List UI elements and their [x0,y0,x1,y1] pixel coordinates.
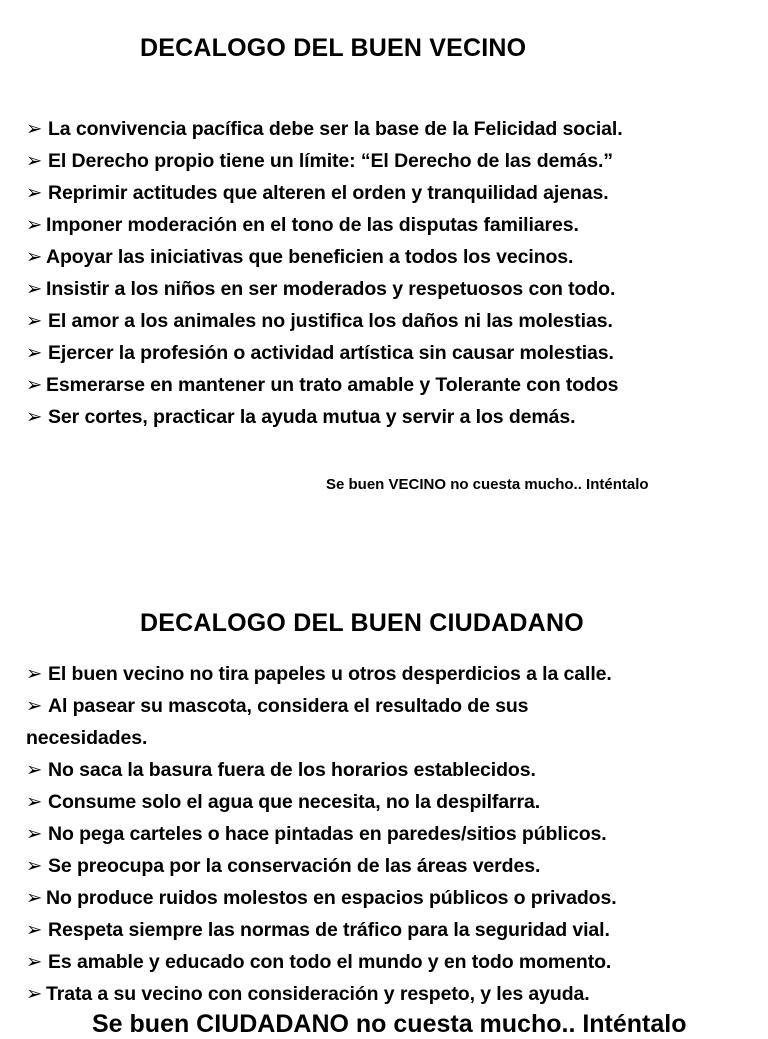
list-item [26,914,766,946]
list-item-text: La convivencia pacífica debe ser la base de la Felicidad social. [48,118,623,140]
arrow-bullet-icon: ➢ [26,310,43,332]
arrow-bullet-icon: ➢ [26,406,43,428]
list-item-text: El buen vecino no tira papeles u otros desperdicios a la calle. [48,663,612,685]
arrow-bullet-icon: ➢ [26,951,43,973]
arrow-bullet-icon: ➢ [26,150,43,172]
list-item-text: Es amable y educado con todo el mundo y en todo momento. [48,951,612,973]
list-item [26,305,766,337]
section2-title: DECALOGO DEL BUEN CIUDADANO [140,609,584,637]
list-item [26,978,766,1010]
list-item [26,850,766,882]
list-item [26,946,766,978]
list-item [26,369,766,401]
arrow-bullet-icon: ➢ [26,919,43,941]
arrow-bullet-icon: ➢ [26,118,43,140]
section1-title: DECALOGO DEL BUEN VECINO [140,34,527,62]
list-item [26,690,766,722]
arrow-bullet-icon: ➢ [26,278,43,300]
list-item-text: No produce ruidos molestos en espacios públicos o privados. [46,887,617,909]
section2-closing-note: Se buen CIUDADANO no cuesta mucho.. Inténtalo [92,1010,687,1038]
list-item-text: El Derecho propio tiene un límite: “El Derecho de las demás.” [48,150,613,172]
list-item-text: Consume solo el agua que necesita, no la despilfarra. [48,791,541,813]
list-item-text: necesidades. [26,727,148,749]
list-item-text: Trata a su vecino con consideración y respeto, y les ayuda. [46,983,590,1005]
list-item [26,658,766,690]
list-item [26,882,766,914]
arrow-bullet-icon: ➢ [26,887,43,909]
arrow-bullet-icon: ➢ [26,759,43,781]
list-item-text: Esmerarse en mantener un trato amable y Tolerante con todos [46,374,619,396]
arrow-bullet-icon: ➢ [26,791,43,813]
list-item [26,754,766,786]
list-item-text: El amor a los animales no justifica los daños ni las molestias. [48,310,613,332]
list-item-continuation [26,722,766,754]
arrow-bullet-icon: ➢ [26,663,43,685]
list-item-text: No saca la basura fuera de los horarios establecidos. [48,759,536,781]
arrow-bullet-icon: ➢ [26,374,43,396]
list-item [26,113,766,145]
list-item-text: Imponer moderación en el tono de las disputas familiares. [46,214,579,236]
list-item [26,786,766,818]
arrow-bullet-icon: ➢ [26,214,43,236]
list-item [26,145,766,177]
list-item-text: No pega carteles o hace pintadas en paredes/sitios públicos. [48,823,607,845]
list-item-text: Ser cortes, practicar la ayuda mutua y servir a los demás. [48,406,576,428]
list-item [26,337,766,369]
arrow-bullet-icon: ➢ [26,695,43,717]
arrow-bullet-icon: ➢ [26,983,43,1005]
arrow-bullet-icon: ➢ [26,855,43,877]
list-item-text: Ejercer la profesión o actividad artística sin causar molestias. [48,342,614,364]
list-item-text: Respeta siempre las normas de tráfico para la seguridad vial. [48,919,610,941]
section1-list [26,113,766,433]
list-item-text: Se preocupa por la conservación de las áreas verdes. [48,855,541,877]
arrow-bullet-icon: ➢ [26,342,43,364]
list-item [26,177,766,209]
list-item [26,273,766,305]
arrow-bullet-icon: ➢ [26,182,43,204]
arrow-bullet-icon: ➢ [26,246,43,268]
list-item-text: Insistir a los niños en ser moderados y respetuosos con todo. [46,278,616,300]
list-item-text: Al pasear su mascota, considera el resultado de sus [48,695,529,717]
section2-list [26,658,766,1010]
list-item [26,818,766,850]
section1-closing-note: Se buen VECINO no cuesta mucho.. Inténtalo [326,476,649,493]
list-item-text: Reprimir actitudes que alteren el orden y tranquilidad ajenas. [48,182,609,204]
list-item [26,209,766,241]
list-item-text: Apoyar las iniciativas que beneficien a todos los vecinos. [46,246,574,268]
arrow-bullet-icon: ➢ [26,823,43,845]
list-item [26,241,766,273]
list-item [26,401,766,433]
